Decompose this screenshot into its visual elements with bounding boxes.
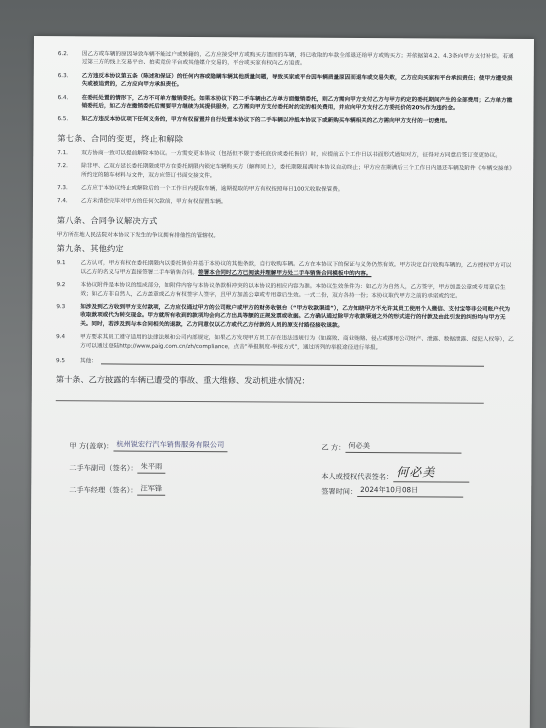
clause-text: 乙方未清偿完毕对甲方的任何欠款前，甲方有权留置车辆。: [80, 198, 227, 206]
manager-a-signature: 朱平雨: [138, 462, 166, 474]
clause-6-4: [58, 94, 516, 114]
clause-number: 9.5: [55, 358, 65, 365]
manager-a-row: [69, 461, 165, 474]
clause-number: 6.5.: [57, 116, 69, 123]
clause-6-2: [58, 50, 516, 70]
fill-in-line: [101, 356, 484, 366]
clause-number: 7.4.: [56, 198, 68, 205]
clause-text: 因乙方或车辆的原因导致车辆不能过户或转籍的，乙方应接受甲方或购买方退回的车辆，将已收取的车款全部退还给甲方或购买方；并依据第4.2、4.3条向甲方支付补偿。若通过第三方的线上交易平台、拍卖竞价平台或其他媒介交易的，平台或买家有权向乙方追责。: [81, 51, 514, 68]
clause-9-5: [56, 356, 514, 367]
article-8-title: 第八条、合同争议解决方式: [56, 215, 158, 226]
clause-text: 本协议附件是本协议的组成部分，如附件内容与本协议条款相冲突的以本协议的相应内容为准。本协议生效条件为：如乙方为自然人，乙方签字，甲方加盖公章或专用章后生效；如乙方非自然人，乙方盖章或乙方有权签字人签字，且甲方加盖公章或专用章后生效。一式二份，双方各持一份；本协议取代甲方之前的承诺或约定。: [80, 282, 506, 300]
clause-text: 如乙方违反本协议项下任何义务的，甲方有权留置并自行处置本协议下的二手车辆以冲抵本协议下或新购买车辆相关的乙方需向甲方支付的一切费用。: [81, 116, 451, 125]
clause-number: 9.3: [56, 304, 66, 311]
article-10-blank-line: [56, 399, 484, 404]
clause-7-4: [57, 198, 515, 209]
manager-b-signature: 汪军锋: [137, 484, 165, 496]
clause-text: 甲方要求其员工遵守适用的法律法规和公司内部规定，如果乙方发现甲方员工存在违法违规行为（如腐败、商业贿赂、侵占或挪用公司财产、泄露、数据泄露、侵犯人权等），乙方可以通过登陆http://www.paig.com.cn/zh/compliance，点击“举报制度-举报方式”，通过所列的举报途径进行举报。: [80, 334, 514, 351]
party-b-label: 乙 方：: [321, 442, 346, 452]
clause-9-2: [56, 281, 514, 301]
clause-7-2: [57, 162, 515, 182]
manager-b-row: [69, 483, 165, 496]
clause-text: 乙方应于本协议终止或解除后的一个工作日内提取车辆，逾期提取的甲方有权按照每日100元收取保管费。: [81, 185, 344, 193]
clause-text: 在委托处置的情形下，乙方不可单方撤销委托。如果本协议下的二手车辆由乙方单方面撤销委托，则乙方需向甲方支付乙方与甲方约定的委托期间产生的全部费用；乙方单方撤销委托后，如乙方在撤销委托后需要甲方继续为其提供服务，乙方需向甲方支付委托时约定的相关费用，并应向甲方支付乙方委托价的20%作为违约金。: [81, 94, 513, 112]
clause-text: 除非甲、乙双方延长委托期限或甲方在委托期限内锁定车辆购买方（解释同上），委托期限届满时本协议自动终止；甲方应在期满后三个工作日内退还车辆及附件《车辆交接单》所约定的随车材料与文件，双方应签订书面交接文件。: [81, 163, 515, 179]
date-label: 签署时间：: [321, 486, 358, 496]
date-row: [321, 485, 463, 498]
clause-text: 双方协商一致可以提前解除本协议。一方需变更本协议（包括但不限于委托底价或委托售价）时，应提前五个工作日以书面形式通知对方，征得对方同意后签订变更协议。: [81, 150, 501, 159]
article-9-title: 第九条、其他约定: [56, 243, 124, 254]
clause-underlined-text: 签署本合同时乙方已阅读并理解甲方处二手车销售合同模板中的内容。: [198, 269, 372, 277]
party-a-label: 甲 方(盖章)：: [69, 441, 114, 451]
article-10-title: 第十条、乙方披露的车辆已遭受的事故、重大维修、发动机进水情况：: [55, 374, 310, 386]
clause-number: 9.4: [56, 334, 66, 341]
signature-block: [55, 439, 514, 552]
clause-number: 6.2.: [57, 51, 69, 58]
clause-6-3: [58, 72, 516, 92]
clause-text: 乙方违反本协议第五条（陈述和保证）的任何内容或隐瞒车辆其他质量问题，导致买家或平台因车辆质量原因而退车或交易失败，乙方应向买家和平台承担责任；使甲方遭受损失或被追责的，乙方应向甲方承担责任。: [81, 73, 513, 89]
clause-number: 7.2.: [57, 163, 68, 170]
clause-label: 其他：: [79, 358, 97, 365]
clause-9-1: [57, 259, 515, 279]
authorized-label: 本人或授权代表签名：: [321, 471, 394, 482]
clause-number: 7.3.: [57, 185, 68, 192]
contract-page: [30, 36, 534, 728]
manager-b-label: 二手车经理（签名）：: [69, 485, 138, 495]
clause-number: 7.1.: [57, 149, 68, 157]
article-8-text: 甲方所在地人民法院对本协议下发生的争议拥有排他性的管辖权。: [56, 232, 220, 240]
clause-7-3: [57, 184, 515, 195]
clause-number: 9.2: [56, 282, 66, 289]
article-7-title: 第七条、合同的变更，终止和解除: [57, 132, 184, 144]
clause-number: 9.1: [56, 260, 66, 267]
clause-9-4: [56, 333, 514, 353]
party-b-row: [321, 441, 461, 454]
clause-number: 6.4.: [57, 94, 69, 101]
manager-a-label: 二手车副司（签名）：: [69, 463, 138, 473]
party-a-row: [69, 439, 227, 452]
party-b-name: 何必美: [345, 441, 461, 454]
authorized-row: [321, 463, 469, 483]
clause-text: 如涉及到乙方收到甲方支付款项，乙方应仅通过甲方的公司账户或甲方的财务收银台（“甲方收款渠道”），乙方知晓甲方不允许其员工使用个人微信、支付宝等非公司账户代为收取款项或代为转交现金。甲方就所有收到的款项均会向乙方出具等额的正规发票或收据。乙方确认通过除甲方收款渠道之外的形式进行的付款及由此引发的纠纷均与甲方无关。同时，若涉及到与本合同相关的退款，乙方同意仅以乙方或代乙方付款的人员的原支付路径接收退款。: [80, 304, 511, 329]
clause-7-1: [57, 149, 515, 160]
date-value: 2024年10月08日: [357, 485, 463, 498]
clause-number: 6.3.: [57, 72, 69, 80]
clause-9-3: [56, 303, 514, 331]
handwritten-signature: 何必美: [393, 463, 469, 482]
clause-6-5: [57, 116, 515, 127]
party-a-company-stamp: 杭州锐宏行汽车销售服务有限公司: [113, 439, 227, 452]
clause-text: 乙方认可，甲方有权在委托期限内以委托售价并基于本协议的其他条款，自行收购车辆。乙方在本协议下的保证与义务仍然有效。甲方决定自行收购车辆的，乙方授权甲方可以以乙方的名义与甲方直接签署二手车销售合同。: [80, 260, 512, 276]
